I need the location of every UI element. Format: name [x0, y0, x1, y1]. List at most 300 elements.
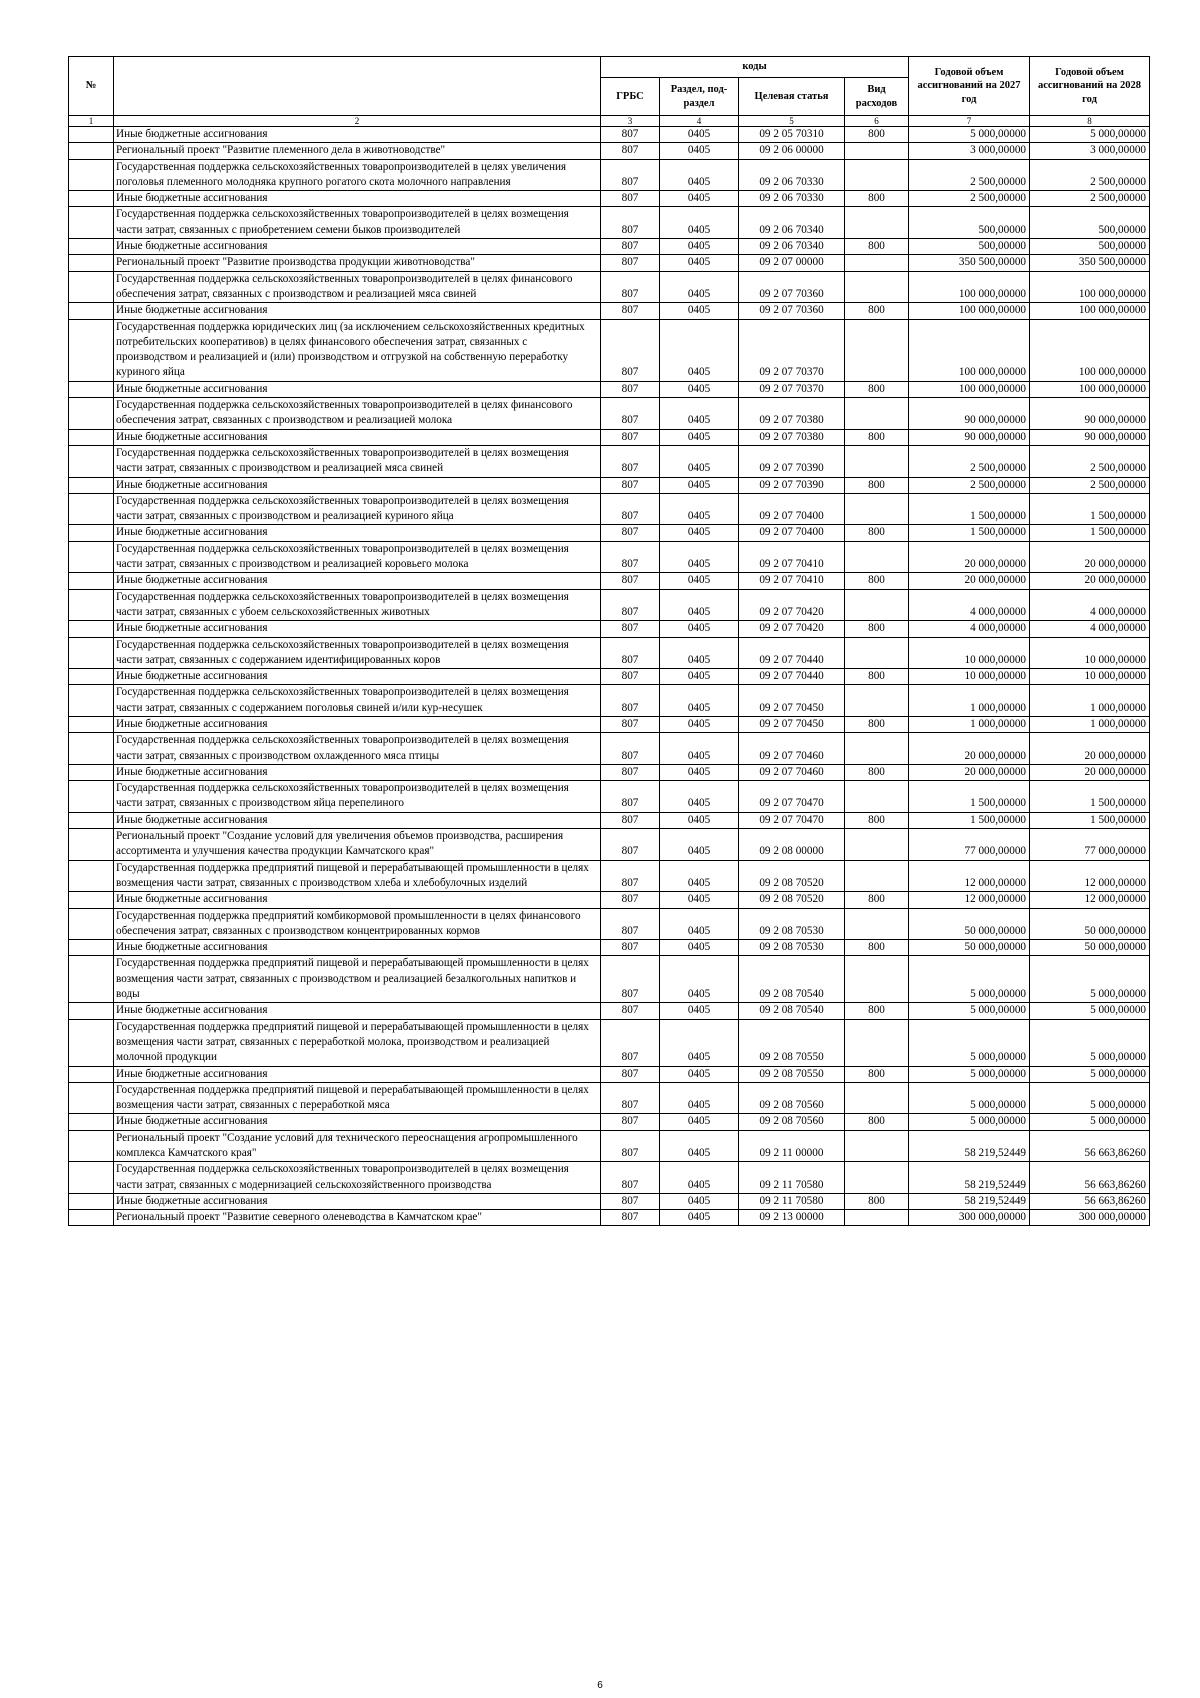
row-vid — [845, 398, 909, 430]
row-amount-2028: 100 000,00000 — [1030, 271, 1150, 303]
header-vid: Вид расходов — [845, 78, 909, 116]
row-amount-2027: 20 000,00000 — [909, 541, 1030, 573]
row-name: Государственная поддержка предприятий пищевой и перерабатывающей промышленности в целях возмещения части затрат, связанных с производством и реализацией безалкогольных напитков и воды — [114, 956, 601, 1003]
table-row — [69, 1082, 1150, 1114]
row-tsel: 09 2 07 00000 — [739, 255, 845, 271]
row-amount-2028: 56 663,86260 — [1030, 1162, 1150, 1194]
row-razdel: 0405 — [660, 829, 739, 861]
row-razdel: 0405 — [660, 573, 739, 589]
row-grbs: 807 — [601, 319, 660, 381]
row-grbs: 807 — [601, 143, 660, 159]
row-name: Государственная поддержка сельскохозяйственных товаропроизводителей в целях финансового обеспечения затрат, связанных с производством и реализацией молока — [114, 398, 601, 430]
row-name: Иные бюджетные ассигнования — [114, 812, 601, 828]
row-num — [69, 829, 114, 861]
row-amount-2028: 56 663,86260 — [1030, 1130, 1150, 1162]
row-name: Иные бюджетные ассигнования — [114, 303, 601, 319]
header-tsel: Целевая статья — [739, 78, 845, 116]
row-amount-2028: 100 000,00000 — [1030, 381, 1150, 397]
row-name: Государственная поддержка предприятий пищевой и перерабатывающей промышленности в целях возмещения части затрат, связанных с производством хлеба и хлебобулочных изделий — [114, 860, 601, 892]
table-row — [69, 940, 1150, 956]
row-num — [69, 1066, 114, 1082]
row-num — [69, 956, 114, 1003]
row-name: Государственная поддержка сельскохозяйственных товаропроизводителей в целях возмещения части затрат, связанных с убоем сельскохозяйственных животных — [114, 589, 601, 621]
row-amount-2028: 300 000,00000 — [1030, 1210, 1150, 1226]
row-tsel: 09 2 07 70400 — [739, 493, 845, 525]
row-tsel: 09 2 08 70550 — [739, 1066, 845, 1082]
row-name: Региональный проект "Развитие племенного дела в животноводстве" — [114, 143, 601, 159]
row-vid: 800 — [845, 429, 909, 445]
row-vid: 800 — [845, 716, 909, 732]
row-vid: 800 — [845, 127, 909, 143]
row-razdel: 0405 — [660, 525, 739, 541]
row-amount-2027: 12 000,00000 — [909, 892, 1030, 908]
table-row — [69, 716, 1150, 732]
row-amount-2027: 1 500,00000 — [909, 525, 1030, 541]
table-row — [69, 255, 1150, 271]
row-amount-2028: 20 000,00000 — [1030, 733, 1150, 765]
table-row — [69, 685, 1150, 717]
row-amount-2027: 2 500,00000 — [909, 477, 1030, 493]
table-row — [69, 303, 1150, 319]
row-name: Государственная поддержка сельскохозяйственных товаропроизводителей в целях возмещения части затрат, связанных с производством и реализацией куриного яйца — [114, 493, 601, 525]
row-tsel: 09 2 07 70440 — [739, 637, 845, 669]
row-amount-2027: 4 000,00000 — [909, 621, 1030, 637]
table-row — [69, 621, 1150, 637]
row-amount-2028: 350 500,00000 — [1030, 255, 1150, 271]
table-row — [69, 860, 1150, 892]
table-row — [69, 573, 1150, 589]
header-2028: Годовой объем ассигнований на 2028 год — [1030, 57, 1150, 116]
row-grbs: 807 — [601, 1193, 660, 1209]
row-tsel: 09 2 07 70360 — [739, 271, 845, 303]
row-name: Иные бюджетные ассигнования — [114, 1193, 601, 1209]
row-razdel: 0405 — [660, 159, 739, 191]
row-grbs: 807 — [601, 271, 660, 303]
row-name: Иные бюджетные ассигнования — [114, 429, 601, 445]
row-name: Государственная поддержка предприятий комбикормовой промышленности в целях финансового обеспечения затрат, связанных с производством концентрированных кормов — [114, 908, 601, 940]
row-vid — [845, 589, 909, 621]
row-razdel: 0405 — [660, 908, 739, 940]
header-grbs: ГРБС — [601, 78, 660, 116]
row-tsel: 09 2 11 70580 — [739, 1193, 845, 1209]
row-tsel: 09 2 07 70450 — [739, 685, 845, 717]
row-tsel: 09 2 08 70540 — [739, 956, 845, 1003]
row-num — [69, 1162, 114, 1194]
row-name: Государственная поддержка сельскохозяйственных товаропроизводителей в целях возмещения части затрат, связанных с содержанием поголовья свиней и/или кур-несушек — [114, 685, 601, 717]
row-num — [69, 1193, 114, 1209]
table-header — [69, 57, 1150, 127]
row-vid — [845, 908, 909, 940]
row-grbs: 807 — [601, 1082, 660, 1114]
row-amount-2028: 56 663,86260 — [1030, 1193, 1150, 1209]
row-tsel: 09 2 08 70560 — [739, 1082, 845, 1114]
row-tsel: 09 2 07 70410 — [739, 541, 845, 573]
row-vid — [845, 1019, 909, 1066]
row-name: Иные бюджетные ассигнования — [114, 892, 601, 908]
table-row — [69, 127, 1150, 143]
table-row — [69, 143, 1150, 159]
row-vid — [845, 207, 909, 239]
row-amount-2027: 500,00000 — [909, 207, 1030, 239]
row-name: Региональный проект "Развитие северного оленеводства в Камчатском крае" — [114, 1210, 601, 1226]
colnum-4: 4 — [660, 116, 739, 127]
row-razdel: 0405 — [660, 319, 739, 381]
row-num — [69, 541, 114, 573]
table-row — [69, 191, 1150, 207]
row-vid — [845, 637, 909, 669]
row-amount-2028: 5 000,00000 — [1030, 1019, 1150, 1066]
row-razdel: 0405 — [660, 1114, 739, 1130]
row-amount-2028: 90 000,00000 — [1030, 398, 1150, 430]
row-grbs: 807 — [601, 381, 660, 397]
row-vid: 800 — [845, 621, 909, 637]
row-grbs: 807 — [601, 781, 660, 813]
row-razdel: 0405 — [660, 127, 739, 143]
row-razdel: 0405 — [660, 1130, 739, 1162]
row-amount-2027: 1 500,00000 — [909, 493, 1030, 525]
row-grbs: 807 — [601, 1162, 660, 1194]
table-row — [69, 525, 1150, 541]
row-razdel: 0405 — [660, 733, 739, 765]
row-num — [69, 940, 114, 956]
row-name: Иные бюджетные ассигнования — [114, 716, 601, 732]
row-amount-2027: 350 500,00000 — [909, 255, 1030, 271]
row-amount-2027: 20 000,00000 — [909, 573, 1030, 589]
row-num — [69, 733, 114, 765]
row-grbs: 807 — [601, 589, 660, 621]
row-num — [69, 319, 114, 381]
row-amount-2028: 4 000,00000 — [1030, 589, 1150, 621]
row-grbs: 807 — [601, 1130, 660, 1162]
row-razdel: 0405 — [660, 429, 739, 445]
budget-table — [68, 56, 1150, 1226]
row-amount-2028: 1 500,00000 — [1030, 525, 1150, 541]
row-grbs: 807 — [601, 860, 660, 892]
row-grbs: 807 — [601, 159, 660, 191]
row-name: Государственная поддержка сельскохозяйственных товаропроизводителей в целях возмещения части затрат, связанных с производством и реализацией мяса свиней — [114, 445, 601, 477]
table-row — [69, 669, 1150, 685]
row-num — [69, 159, 114, 191]
row-num — [69, 1019, 114, 1066]
row-num — [69, 860, 114, 892]
row-amount-2028: 20 000,00000 — [1030, 764, 1150, 780]
row-vid: 800 — [845, 1003, 909, 1019]
row-razdel: 0405 — [660, 685, 739, 717]
row-vid: 800 — [845, 1114, 909, 1130]
table-row — [69, 1130, 1150, 1162]
row-amount-2028: 77 000,00000 — [1030, 829, 1150, 861]
row-name: Иные бюджетные ассигнования — [114, 573, 601, 589]
colnum-7: 7 — [909, 116, 1030, 127]
row-razdel: 0405 — [660, 1019, 739, 1066]
table-row — [69, 733, 1150, 765]
row-amount-2027: 1 500,00000 — [909, 812, 1030, 828]
row-amount-2028: 1 500,00000 — [1030, 812, 1150, 828]
row-grbs: 807 — [601, 1019, 660, 1066]
row-amount-2027: 5 000,00000 — [909, 1114, 1030, 1130]
row-amount-2027: 10 000,00000 — [909, 637, 1030, 669]
row-tsel: 09 2 07 70440 — [739, 669, 845, 685]
row-num — [69, 127, 114, 143]
row-tsel: 09 2 07 70380 — [739, 398, 845, 430]
row-vid: 800 — [845, 1066, 909, 1082]
row-amount-2028: 2 500,00000 — [1030, 191, 1150, 207]
row-grbs: 807 — [601, 207, 660, 239]
table-row — [69, 589, 1150, 621]
table-row — [69, 781, 1150, 813]
row-amount-2027: 58 219,52449 — [909, 1130, 1030, 1162]
row-razdel: 0405 — [660, 637, 739, 669]
row-amount-2027: 58 219,52449 — [909, 1162, 1030, 1194]
row-tsel: 09 2 06 70330 — [739, 159, 845, 191]
row-amount-2028: 12 000,00000 — [1030, 860, 1150, 892]
row-amount-2028: 5 000,00000 — [1030, 1082, 1150, 1114]
table-row — [69, 493, 1150, 525]
row-num — [69, 781, 114, 813]
row-razdel: 0405 — [660, 303, 739, 319]
row-amount-2028: 5 000,00000 — [1030, 956, 1150, 1003]
table-row — [69, 319, 1150, 381]
row-name: Иные бюджетные ассигнования — [114, 477, 601, 493]
row-vid — [845, 159, 909, 191]
row-grbs: 807 — [601, 493, 660, 525]
row-grbs: 807 — [601, 1114, 660, 1130]
row-amount-2027: 1 000,00000 — [909, 716, 1030, 732]
row-tsel: 09 2 07 70400 — [739, 525, 845, 541]
row-vid — [845, 860, 909, 892]
row-vid: 800 — [845, 573, 909, 589]
table-row — [69, 637, 1150, 669]
row-amount-2028: 10 000,00000 — [1030, 669, 1150, 685]
row-grbs: 807 — [601, 398, 660, 430]
table-row — [69, 1193, 1150, 1209]
row-amount-2027: 1 000,00000 — [909, 685, 1030, 717]
row-vid — [845, 143, 909, 159]
row-amount-2027: 20 000,00000 — [909, 733, 1030, 765]
row-name: Иные бюджетные ассигнования — [114, 669, 601, 685]
row-razdel: 0405 — [660, 764, 739, 780]
row-amount-2027: 50 000,00000 — [909, 908, 1030, 940]
row-tsel: 09 2 08 70530 — [739, 940, 845, 956]
row-amount-2028: 500,00000 — [1030, 239, 1150, 255]
table-row — [69, 892, 1150, 908]
table-row — [69, 429, 1150, 445]
row-amount-2028: 2 500,00000 — [1030, 445, 1150, 477]
row-name: Иные бюджетные ассигнования — [114, 127, 601, 143]
row-vid: 800 — [845, 940, 909, 956]
row-tsel: 09 2 07 70390 — [739, 477, 845, 493]
row-amount-2027: 100 000,00000 — [909, 319, 1030, 381]
row-razdel: 0405 — [660, 812, 739, 828]
row-grbs: 807 — [601, 764, 660, 780]
row-vid: 800 — [845, 525, 909, 541]
row-amount-2028: 2 500,00000 — [1030, 159, 1150, 191]
row-vid: 800 — [845, 764, 909, 780]
row-num — [69, 1210, 114, 1226]
row-name: Иные бюджетные ассигнования — [114, 940, 601, 956]
row-vid: 800 — [845, 477, 909, 493]
row-name: Государственная поддержка сельскохозяйственных товаропроизводителей в целях возмещения части затрат, связанных с содержанием идентифицированных коров — [114, 637, 601, 669]
row-num — [69, 764, 114, 780]
row-tsel: 09 2 08 70520 — [739, 892, 845, 908]
row-num — [69, 892, 114, 908]
colnum-1: 1 — [69, 116, 114, 127]
row-amount-2028: 50 000,00000 — [1030, 940, 1150, 956]
row-num — [69, 716, 114, 732]
row-grbs: 807 — [601, 908, 660, 940]
row-grbs: 807 — [601, 892, 660, 908]
colnum-2: 2 — [114, 116, 601, 127]
table-row — [69, 541, 1150, 573]
row-tsel: 09 2 08 70530 — [739, 908, 845, 940]
row-razdel: 0405 — [660, 1082, 739, 1114]
row-amount-2028: 90 000,00000 — [1030, 429, 1150, 445]
table-row — [69, 477, 1150, 493]
row-amount-2027: 90 000,00000 — [909, 398, 1030, 430]
row-tsel: 09 2 07 70370 — [739, 381, 845, 397]
table-row — [69, 1066, 1150, 1082]
row-amount-2028: 12 000,00000 — [1030, 892, 1150, 908]
row-num — [69, 239, 114, 255]
header-codes: коды — [601, 57, 909, 78]
row-tsel: 09 2 07 70420 — [739, 621, 845, 637]
row-vid: 800 — [845, 303, 909, 319]
row-amount-2027: 10 000,00000 — [909, 669, 1030, 685]
row-razdel: 0405 — [660, 398, 739, 430]
row-num — [69, 143, 114, 159]
colnum-5: 5 — [739, 116, 845, 127]
table-row — [69, 381, 1150, 397]
header-name — [114, 57, 601, 116]
row-vid: 800 — [845, 1193, 909, 1209]
row-razdel: 0405 — [660, 1210, 739, 1226]
row-vid — [845, 1130, 909, 1162]
row-vid: 800 — [845, 892, 909, 908]
row-name: Региональный проект "Создание условий для увеличения объемов производства, расширения ассортимента и улучшения качества продукции Камчатского края" — [114, 829, 601, 861]
table-row — [69, 956, 1150, 1003]
row-razdel: 0405 — [660, 1193, 739, 1209]
row-num — [69, 303, 114, 319]
row-razdel: 0405 — [660, 669, 739, 685]
row-num — [69, 908, 114, 940]
row-razdel: 0405 — [660, 1003, 739, 1019]
row-razdel: 0405 — [660, 381, 739, 397]
table-row — [69, 239, 1150, 255]
row-num — [69, 685, 114, 717]
row-amount-2027: 100 000,00000 — [909, 303, 1030, 319]
row-name: Иные бюджетные ассигнования — [114, 525, 601, 541]
row-vid — [845, 685, 909, 717]
row-name: Иные бюджетные ассигнования — [114, 621, 601, 637]
row-amount-2028: 2 500,00000 — [1030, 477, 1150, 493]
row-vid — [845, 255, 909, 271]
header-2027: Годовой объем ассигнований на 2027 год — [909, 57, 1030, 116]
row-name: Государственная поддержка юридических лиц (за исключением сельскохозяйственных кредитных потребительских кооперативов) в целях финансового обеспечения затрат, связанных с производством и реализацией и (или) производством и отгрузкой на собственную переработку куриного яйца — [114, 319, 601, 381]
row-num — [69, 589, 114, 621]
row-razdel: 0405 — [660, 477, 739, 493]
row-amount-2028: 3 000,00000 — [1030, 143, 1150, 159]
table-row — [69, 1210, 1150, 1226]
row-razdel: 0405 — [660, 621, 739, 637]
row-name: Иные бюджетные ассигнования — [114, 191, 601, 207]
row-tsel: 09 2 08 00000 — [739, 829, 845, 861]
row-grbs: 807 — [601, 621, 660, 637]
row-grbs: 807 — [601, 940, 660, 956]
row-tsel: 09 2 07 70450 — [739, 716, 845, 732]
row-razdel: 0405 — [660, 445, 739, 477]
row-grbs: 807 — [601, 956, 660, 1003]
row-amount-2027: 2 500,00000 — [909, 445, 1030, 477]
row-amount-2027: 100 000,00000 — [909, 381, 1030, 397]
row-vid — [845, 1162, 909, 1194]
row-grbs: 807 — [601, 127, 660, 143]
row-amount-2028: 500,00000 — [1030, 207, 1150, 239]
row-grbs: 807 — [601, 303, 660, 319]
colnum-6: 6 — [845, 116, 909, 127]
row-vid — [845, 829, 909, 861]
row-name: Государственная поддержка сельскохозяйственных товаропроизводителей в целях возмещения части затрат, связанных с модернизацией сельскохозяйственного производства — [114, 1162, 601, 1194]
row-amount-2027: 2 500,00000 — [909, 159, 1030, 191]
row-vid — [845, 1082, 909, 1114]
row-grbs: 807 — [601, 541, 660, 573]
table-row — [69, 1003, 1150, 1019]
row-amount-2028: 20 000,00000 — [1030, 573, 1150, 589]
row-vid: 800 — [845, 669, 909, 685]
row-amount-2028: 1 500,00000 — [1030, 781, 1150, 813]
row-grbs: 807 — [601, 716, 660, 732]
row-amount-2028: 100 000,00000 — [1030, 319, 1150, 381]
row-amount-2028: 5 000,00000 — [1030, 1066, 1150, 1082]
row-vid: 800 — [845, 239, 909, 255]
row-num — [69, 445, 114, 477]
row-amount-2027: 1 500,00000 — [909, 781, 1030, 813]
table-body — [69, 127, 1150, 1226]
row-num — [69, 381, 114, 397]
row-razdel: 0405 — [660, 207, 739, 239]
row-num — [69, 573, 114, 589]
row-grbs: 807 — [601, 829, 660, 861]
row-tsel: 09 2 07 70360 — [739, 303, 845, 319]
row-amount-2028: 5 000,00000 — [1030, 127, 1150, 143]
row-razdel: 0405 — [660, 940, 739, 956]
row-amount-2027: 77 000,00000 — [909, 829, 1030, 861]
table-row — [69, 398, 1150, 430]
row-num — [69, 669, 114, 685]
header-num: № — [69, 57, 114, 116]
row-grbs: 807 — [601, 637, 660, 669]
table-row — [69, 1114, 1150, 1130]
row-num — [69, 429, 114, 445]
row-razdel: 0405 — [660, 493, 739, 525]
row-razdel: 0405 — [660, 1162, 739, 1194]
row-grbs: 807 — [601, 239, 660, 255]
row-grbs: 807 — [601, 255, 660, 271]
table-row — [69, 1019, 1150, 1066]
row-num — [69, 207, 114, 239]
row-tsel: 09 2 06 70340 — [739, 239, 845, 255]
row-vid — [845, 781, 909, 813]
row-tsel: 09 2 07 70410 — [739, 573, 845, 589]
row-razdel: 0405 — [660, 255, 739, 271]
row-amount-2027: 20 000,00000 — [909, 764, 1030, 780]
row-grbs: 807 — [601, 445, 660, 477]
row-num — [69, 493, 114, 525]
row-name: Иные бюджетные ассигнования — [114, 1003, 601, 1019]
row-tsel: 09 2 08 70560 — [739, 1114, 845, 1130]
row-amount-2027: 300 000,00000 — [909, 1210, 1030, 1226]
row-amount-2027: 5 000,00000 — [909, 956, 1030, 1003]
row-num — [69, 812, 114, 828]
